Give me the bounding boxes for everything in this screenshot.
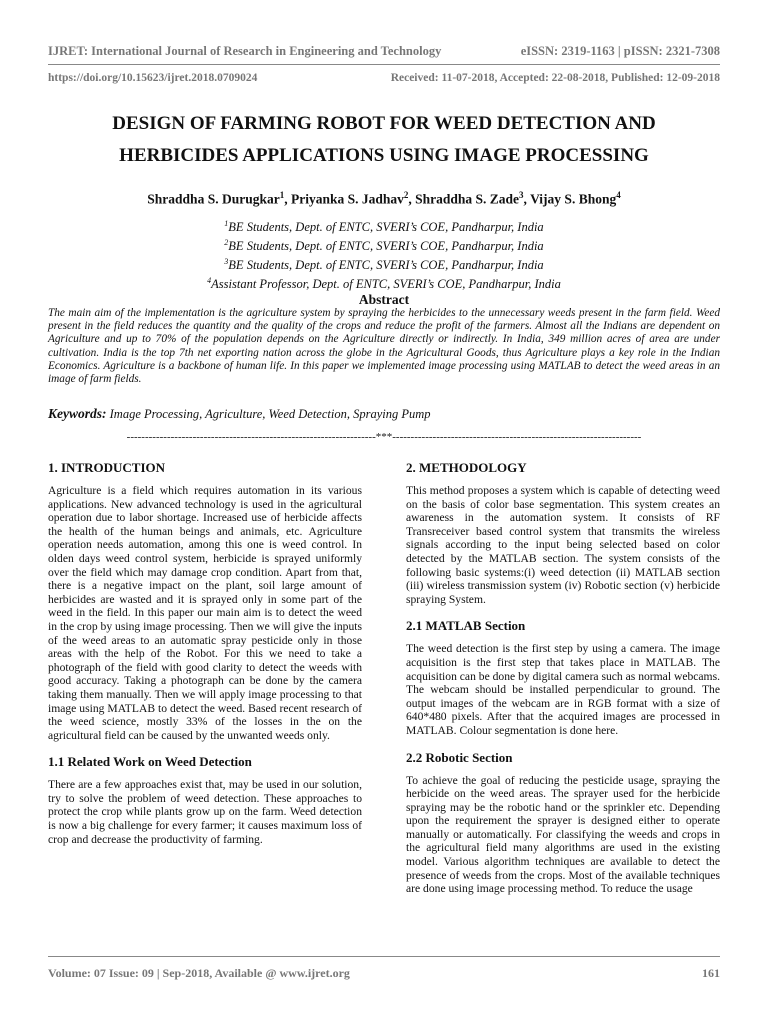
affiliation-list — [48, 216, 720, 293]
affiliation-superscript: 1 — [224, 219, 229, 228]
affiliation-superscript: 2 — [224, 238, 229, 248]
section-heading: 2.1 MATLAB Section — [406, 618, 526, 634]
affiliation-line — [48, 216, 720, 235]
publication-dates: Received: 11-07-2018, Accepted: 22-08-2018, Published: 12-09-2018 — [390, 72, 720, 84]
author-name: Priyanka S. Jadhav — [290, 191, 404, 207]
affiliation-text: BE Students, Dept. of ENTC, SVERI’s COE, Pandharpur, India — [228, 258, 544, 273]
issn: eISSN: 2319-1163 | pISSN: 2321-7308 — [520, 44, 720, 58]
author-name: Shraddha S. Durugkar — [147, 191, 280, 207]
keywords — [48, 406, 720, 422]
page-number: 161 — [702, 966, 720, 980]
author-separator: , — [523, 191, 531, 207]
author-superscript: 3 — [519, 190, 524, 200]
author-separator: , — [408, 191, 416, 207]
affiliation-text: BE Students, Dept. of ENTC, SVERI’s COE, Pandharpur, India — [228, 239, 544, 254]
keywords-text: Image Processing, Agriculture, Weed Detection, Spraying Pump — [109, 407, 431, 421]
abstract-text: The main aim of the implementation is the agriculture system by spraying the herbicides to the unnecessary weeds present in the farm field. Weed present in the field reduces the quantity and the quality of the crops and reduce the profit of the farmers. Almost all the Indians are dependent on Agriculture and up to 70% of the population depends on the Agriculture directly or indirectly. In India, 349 million acres of area are under cultivation. India is the top 7th net exporting nation across the globe in the Agricultural Goods, thus Agriculture plays a key role in the Indian Economics. Agriculture is a backbone of human life. In this paper we implemented image processing using MATLAB to detect the weed areas in an image of farm fields. — [48, 307, 720, 386]
affiliation-superscript: 3 — [224, 257, 229, 267]
affiliation-text: BE Students, Dept. of ENTC, SVERI’s COE, Pandharpur, India — [228, 220, 544, 235]
doi-header — [48, 72, 720, 84]
journal-header — [48, 44, 720, 59]
section — [48, 458, 362, 742]
title-line-2: HERBICIDES APPLICATIONS USING IMAGE PROCESSING — [119, 145, 649, 166]
section-heading: 1. INTRODUCTION — [48, 460, 166, 475]
header-rule — [48, 64, 720, 65]
left-column — [48, 458, 362, 856]
right-column — [406, 458, 720, 906]
affiliation-superscript: 4 — [207, 276, 212, 286]
section-heading: 1.1 Related Work on Weed Detection — [48, 754, 252, 770]
author-superscript: 1 — [279, 190, 285, 200]
section-body: This method proposes a system which is capable of detecting weed on the basis of color base segmentation. This system creates an awareness in the automation system. It consists of RF Transreceiver based control system that transmits the wireless signals according to the input being selected based on color detected by the MATLAB section. The system consists of the following basic systems:(i) weed detection (ii) MATLAB section (iii) wireless transmission system (iv) Robotic section (v) herbicide spraying System. — [406, 484, 720, 606]
title-line-1: DESIGN OF FARMING ROBOT FOR WEED DETECTION AND — [112, 113, 656, 134]
footer-volume: Volume: 07 Issue: 09 | Sep-2018, Available @ www.ijret.org — [48, 966, 350, 980]
author-separator: , — [284, 191, 291, 207]
author-name: Shraddha S. Zade — [415, 191, 520, 207]
journal-name: IJRET: International Journal of Research in Engineering and Technology — [48, 44, 442, 58]
paper-title — [48, 108, 720, 172]
affiliation-text: Assistant Professor, Dept. of ENTC, SVERI’s COE, Pandharpur, India — [211, 277, 561, 292]
doi-link[interactable]: https://doi.org/10.15623/ijret.2018.0709024 — [48, 72, 258, 84]
section — [406, 748, 720, 896]
section — [406, 458, 720, 606]
affiliation-line — [48, 254, 720, 273]
keywords-label: Keywords: — [48, 406, 107, 421]
section-separator: --------------------------------------------------------------------***-------------------------------------------------------------------- — [126, 431, 642, 443]
page-footer — [48, 966, 720, 981]
author-list — [48, 190, 720, 208]
section — [48, 752, 362, 846]
section-body: There are a few approaches exist that, may be used in our solution, try to solve the problem of weed detection. These approaches to protect the crop while plants grow up on the farm. Weed detection is now a big challenge for every farmer; it causes maximum loss of crop and decrease the productivity of farming. — [48, 778, 362, 846]
section-body: Agriculture is a field which requires automation in its various applications. New advanced technology is used in the agricultural operation due to labor shortage. Increased use of herbicide affects the health of the human beings and animals, etc. Agriculture operation needs automation, among this one is weed control. In olden days weed control system, herbicide is sprayed uniformly over the field which may damage crop condition. Apart from that, there is a negative impact on the plant, soil large amount of herbicides are wasted and it is sprayed only in some part of the weed in the field. In this paper our main aim is to detect the weed in the crop by using image processing. Then we will give the inputs of the weed areas to an automatic spray pesticide only in those areas with the help of the Robot. For this we need to take a photograph of the field with good clarity to detect the weeds with good accuracy. Taking a photograph can be done by the camera taking them manually. Then we will apply image processing to that image using MATLAB to detect the weed. Based recent research of the weed science, mostly 33% of the losses in the on the agricultural field can be caused by the unwanted weeds only. — [48, 484, 362, 742]
affiliation-line — [48, 235, 720, 254]
section — [406, 616, 720, 737]
section-body: The weed detection is the first step by using a camera. The image acquisition is the first step that takes place in MATLAB. The acquisition can be done by digital camera such as normal webcams. The webcam should be installed perpendicular to ground. The output images of the webcam are in RGB format with a size of 640*480 pixels. After that the acquired images are processed in MATLAB. Colour segmentation is done here. — [406, 642, 720, 737]
footer-rule — [48, 956, 720, 957]
abstract-heading: Abstract — [358, 292, 410, 307]
author-name: Vijay S. Bhong — [530, 191, 617, 207]
section-heading: 2.2 Robotic Section — [406, 749, 513, 765]
author-superscript: 2 — [403, 190, 409, 200]
section-body: To achieve the goal of reducing the pesticide usage, spraying the herbicide on the weed areas. The sprayer used for the herbicide spraying may be the robotic hand or the sprinkler etc. Depending upon the requirement the sprayer is designed either to operate manually or automatically. For classifying the weeds and crops in the agricultural field many algorithms are used in the existing model. Various algorithm techniques are available to detect the presence of weeds from the crops. Most of the available techniques are done using image processing method. To reduce the usage — [406, 773, 720, 896]
affiliation-line — [48, 273, 720, 292]
author-superscript: 4 — [616, 190, 621, 200]
section-heading: 2. METHODOLOGY — [406, 460, 527, 475]
